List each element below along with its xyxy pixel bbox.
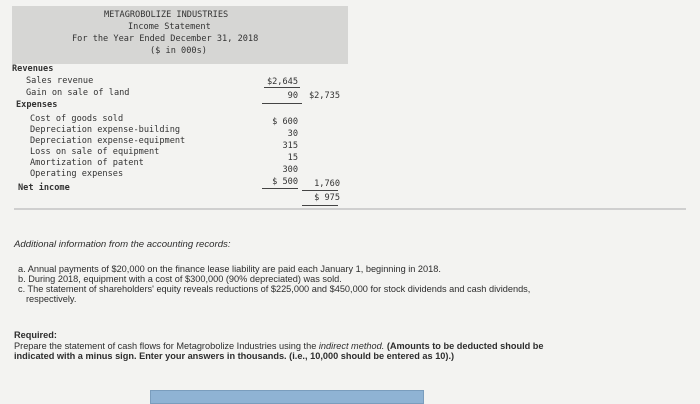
expense-value: $ 600 xyxy=(272,117,298,127)
answer-table-bar[interactable] xyxy=(150,390,424,404)
expense-value: $ 500 xyxy=(272,177,298,187)
expense-subtotal-rule xyxy=(262,188,298,189)
expense-label: Cost of goods sold xyxy=(30,114,124,124)
net-income-double-rule xyxy=(302,205,338,206)
gain-on-land-value: 90 xyxy=(287,91,298,101)
additional-item: c. The statement of shareholders' equity reveals reductions of $225,000 and $450,000 for stock dividends and cash dividends, xyxy=(18,284,531,294)
expense-label: Depreciation expense-building xyxy=(30,125,181,135)
revenue-total-rule xyxy=(262,103,302,104)
statement-title: Income Statement xyxy=(128,22,211,32)
expense-total-rule xyxy=(302,190,338,191)
additional-item: respectively. xyxy=(26,294,77,304)
required-heading: Required: xyxy=(14,330,57,340)
sales-revenue-label: Sales revenue xyxy=(26,76,94,86)
company-name: METAGROBOLIZE INDUSTRIES xyxy=(104,10,229,20)
net-income-value: $ 975 xyxy=(314,193,340,203)
expense-label: Loss on sale of equipment xyxy=(30,147,160,157)
expense-label: Amortization of patent xyxy=(30,158,144,168)
expense-value: 315 xyxy=(282,141,298,151)
required-line-1 xyxy=(14,341,544,351)
section-divider xyxy=(14,208,686,210)
required-text: Prepare the statement of cash flows for Metagrobolize Industries using the xyxy=(14,341,319,351)
additional-info-heading: Additional information from the accounting records: xyxy=(14,239,231,250)
revenues-heading: Revenues xyxy=(12,64,54,74)
expenses-total: 1,760 xyxy=(314,179,340,189)
expenses-heading: Expenses xyxy=(16,100,58,110)
statement-period: For the Year Ended December 31, 2018 xyxy=(72,34,259,44)
expense-value: 15 xyxy=(287,153,298,163)
required-italic: indirect method. xyxy=(318,341,385,351)
gain-on-land-label: Gain on sale of land xyxy=(26,88,130,98)
expense-label: Depreciation expense-equipment xyxy=(30,136,186,146)
sales-revenue-value: $2,645 xyxy=(266,77,298,87)
additional-item: b. During 2018, equipment with a cost of $300,000 (90% depreciated) was sold. xyxy=(18,274,342,284)
required-line-2: indicated with a minus sign. Enter your answers in thousands. (i.e., 10,000 should be entered as 10).) xyxy=(14,351,455,361)
revenue-subtotal-rule xyxy=(264,87,300,88)
expense-label: Operating expenses xyxy=(30,169,124,179)
statement-units: ($ in 000s) xyxy=(150,46,207,56)
expense-value: 300 xyxy=(282,165,298,175)
expense-value: 30 xyxy=(287,129,298,139)
required-bold: (Amounts to be deducted should be xyxy=(384,341,544,351)
revenues-total: $2,735 xyxy=(308,91,340,101)
net-income-label: Net income xyxy=(18,183,70,193)
additional-item: a. Annual payments of $20,000 on the finance lease liability are paid each January 1, beginning in 2018. xyxy=(18,264,441,274)
